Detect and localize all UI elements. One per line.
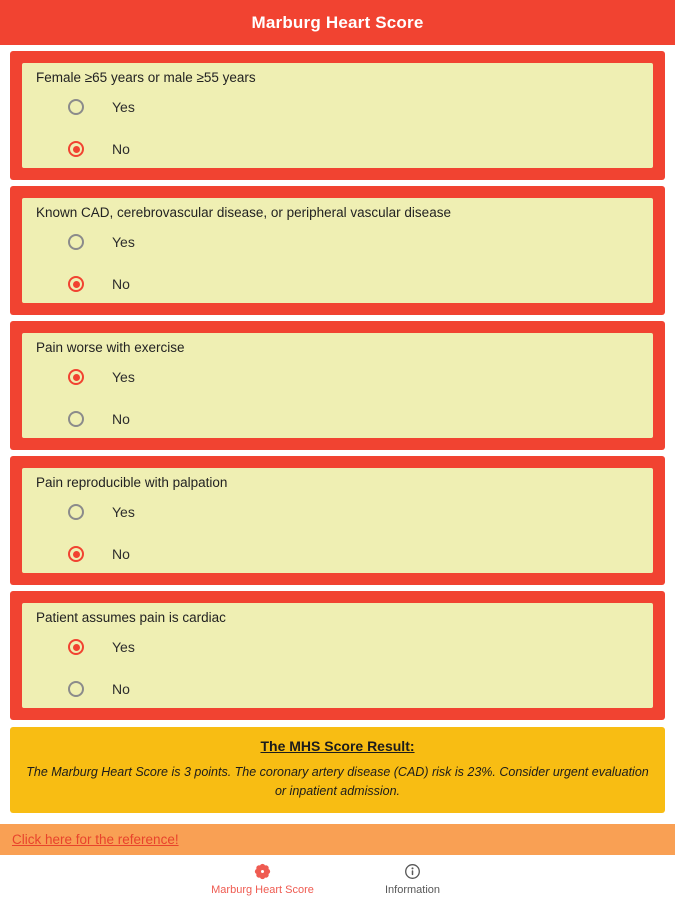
result-box bbox=[10, 727, 665, 813]
option-row-yes[interactable] bbox=[36, 86, 639, 128]
question-inner bbox=[22, 333, 653, 438]
radio-no[interactable] bbox=[68, 546, 84, 562]
info-icon bbox=[404, 862, 421, 880]
question-inner bbox=[22, 198, 653, 303]
option-label-yes[interactable]: Yes bbox=[112, 369, 135, 385]
tab-bar bbox=[0, 855, 675, 906]
radio-no[interactable] bbox=[68, 681, 84, 697]
radio-no[interactable] bbox=[68, 276, 84, 292]
question-card bbox=[10, 186, 665, 315]
question-text: Pain reproducible with palpation bbox=[36, 475, 228, 490]
option-label-no[interactable]: No bbox=[112, 681, 130, 697]
option-label-yes[interactable]: Yes bbox=[112, 504, 135, 520]
tab-information[interactable] bbox=[338, 862, 488, 896]
result-body: The Marburg Heart Score is 3 points. The coronary artery disease (CAD) risk is 23%. Consider urgent evaluation or inpatient admission. bbox=[26, 765, 649, 798]
radio-yes[interactable] bbox=[68, 639, 84, 655]
question-card bbox=[10, 321, 665, 450]
option-label-yes[interactable]: Yes bbox=[112, 234, 135, 250]
result-title: The MHS Score Result: bbox=[260, 738, 415, 754]
flower-icon bbox=[254, 862, 271, 880]
tab-label[interactable]: Marburg Heart Score bbox=[211, 884, 314, 896]
option-row-no[interactable] bbox=[36, 533, 639, 575]
option-row-yes[interactable] bbox=[36, 221, 639, 263]
option-row-yes[interactable] bbox=[36, 626, 639, 668]
question-text: Female ≥65 years or male ≥55 years bbox=[36, 70, 256, 85]
radio-no[interactable] bbox=[68, 141, 84, 157]
radio-yes[interactable] bbox=[68, 234, 84, 250]
question-inner bbox=[22, 468, 653, 573]
page-title: Marburg Heart Score bbox=[251, 12, 424, 32]
reference-bar bbox=[0, 824, 675, 855]
radio-yes[interactable] bbox=[68, 369, 84, 385]
app-header bbox=[0, 0, 675, 45]
question-text: Pain worse with exercise bbox=[36, 340, 185, 355]
option-row-no[interactable] bbox=[36, 128, 639, 170]
tab-label[interactable]: Information bbox=[384, 884, 441, 896]
option-label-no[interactable]: No bbox=[112, 546, 130, 562]
question-text: Patient assumes pain is cardiac bbox=[36, 610, 226, 625]
option-label-no[interactable]: No bbox=[112, 411, 130, 427]
radio-yes[interactable] bbox=[68, 504, 84, 520]
option-label-no[interactable]: No bbox=[112, 141, 130, 157]
tab-marburg-heart-score[interactable] bbox=[188, 862, 338, 896]
option-row-yes[interactable] bbox=[36, 491, 639, 533]
option-row-yes[interactable] bbox=[36, 356, 639, 398]
radio-no[interactable] bbox=[68, 411, 84, 427]
option-label-yes[interactable]: Yes bbox=[112, 639, 135, 655]
question-card bbox=[10, 51, 665, 180]
question-text: Known CAD, cerebrovascular disease, or peripheral vascular disease bbox=[36, 205, 451, 220]
option-row-no[interactable] bbox=[36, 398, 639, 440]
question-inner bbox=[22, 63, 653, 168]
option-row-no[interactable] bbox=[36, 263, 639, 305]
question-card bbox=[10, 456, 665, 585]
question-inner bbox=[22, 603, 653, 708]
reference-link[interactable]: Click here for the reference! bbox=[12, 832, 179, 847]
option-label-yes[interactable]: Yes bbox=[112, 99, 135, 115]
questions bbox=[0, 51, 675, 720]
question-card bbox=[10, 591, 665, 720]
radio-yes[interactable] bbox=[68, 99, 84, 115]
option-label-no[interactable]: No bbox=[112, 276, 130, 292]
option-row-no[interactable] bbox=[36, 668, 639, 710]
